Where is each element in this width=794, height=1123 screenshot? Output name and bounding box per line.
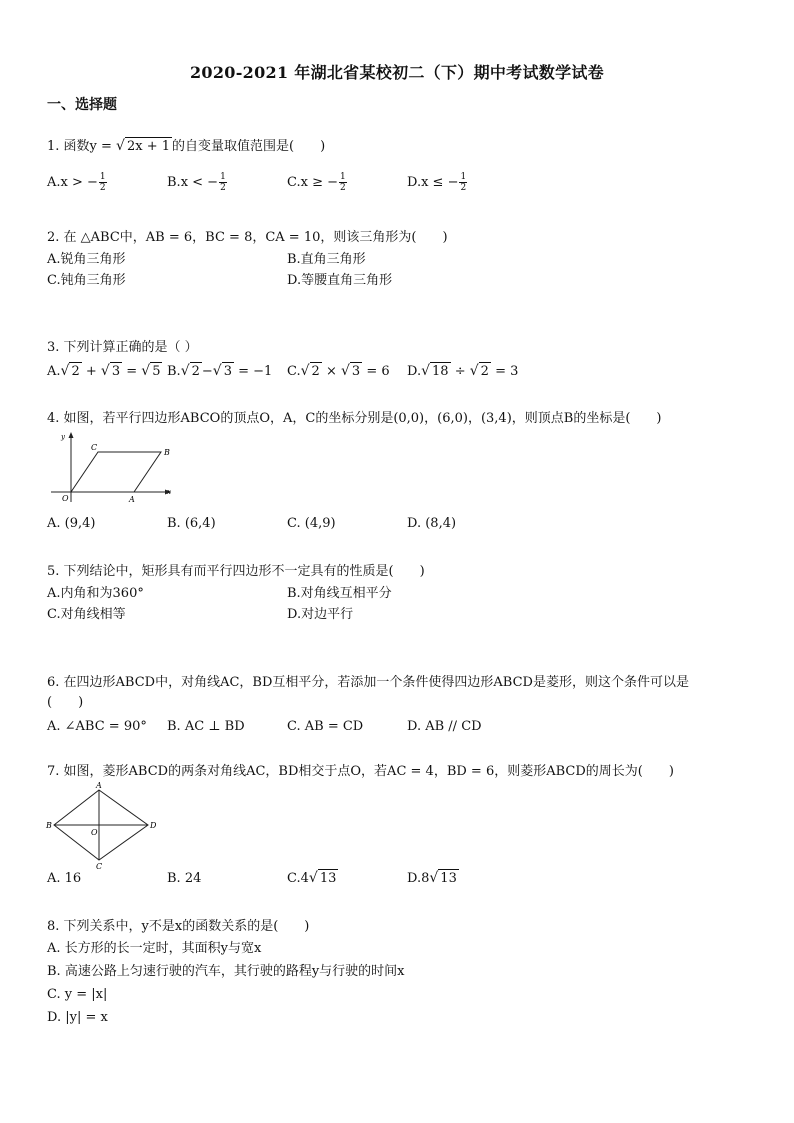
section-heading: 一、选择题 — [47, 97, 117, 113]
question-4-option-b: B. (6,4) — [167, 516, 216, 531]
rhombus-figure — [44, 780, 160, 870]
question-4-option-d: D. (8,4) — [407, 516, 457, 531]
question-6-option-c: C. AB = CD — [287, 719, 364, 734]
question-2-option-c: C.钝角三角形 — [47, 273, 126, 288]
question-5-option-a: A.内角和为360° — [47, 586, 144, 601]
question-2-stem: 2. 在 △ABC中，AB = 6，BC = 8，CA = 10，则该三角形为( ) — [47, 230, 448, 245]
question-8-option-b: B. 高速公路上匀速行驶的汽车，其行驶的路程y与行驶的时间x — [47, 964, 405, 979]
vertex-b-label: B — [46, 821, 52, 830]
question-3-option-d: D. √ 18 ÷ √ 2 = 3 — [407, 363, 519, 379]
question-7-option-b: B. 24 — [167, 871, 202, 886]
question-1-option-d: D.x ≤ − $\frac{1}{2}$ — [407, 172, 467, 193]
question-2-option-b: B.直角三角形 — [287, 252, 366, 267]
question-6-stem-line-1: 6. 在四边形ABCD中，对角线AC，BD互相平分，若添加一个条件使得四边形ABCD是菱形，则这个条件可以是 — [47, 675, 689, 690]
question-1-option-a: A.x > − $\frac{1}{2}$ — [47, 172, 106, 193]
question-7-option-c: C.4 √ 13 — [287, 870, 337, 886]
y-axis-arrow — [69, 432, 74, 438]
question-6-option-d: D. AB // CD — [407, 719, 482, 734]
question-5-option-b: B.对角线互相平分 — [287, 586, 392, 601]
question-3-option-c: C. √ 2 × √ 3 = 6 — [287, 363, 390, 379]
question-4-option-c: C. (4,9) — [287, 516, 336, 531]
y-axis-label: y — [61, 433, 65, 441]
question-4-option-a: A. (9,4) — [47, 516, 96, 531]
question-1-option-c: C.x ≥ − $\frac{1}{2}$ — [287, 172, 346, 193]
question-5-option-c: C.对角线相等 — [47, 607, 126, 622]
question-1-stem: 1. 函数y = √ 2x + 1 的自变量取值范围是( ) — [47, 138, 326, 154]
question-3-option-a: A. √ 2 + √ 3 = √ 5 — [47, 363, 161, 379]
sqrt-expression: √ 2x + 1 — [116, 138, 170, 154]
vertex-a-label: A — [129, 495, 135, 504]
question-5-stem: 5. 下列结论中，矩形具有而平行四边形不一定具有的性质是( ) — [47, 564, 425, 579]
center-o-label: O — [91, 828, 98, 837]
page-title: 2020-2021 年湖北省某校初二（下）期中考试数学试卷 — [190, 63, 604, 82]
vertex-a-label: A — [96, 781, 102, 790]
vertex-b-label: B — [164, 448, 170, 457]
vertex-d-label: D — [150, 821, 157, 830]
question-2-option-a: A.锐角三角形 — [47, 252, 126, 267]
question-2-option-d: D.等腰直角三角形 — [287, 273, 393, 288]
question-8-option-c: C. y = |x| — [47, 987, 108, 1002]
question-7-stem: 7. 如图，菱形ABCD的两条对角线AC，BD相交于点O，若AC = 4，BD = 6，则菱形ABCD的周长为( ) — [47, 764, 674, 779]
question-1-option-b: B.x < − $\frac{1}{2}$ — [167, 172, 226, 193]
parallelogram-shape — [71, 452, 161, 492]
question-6-option-b: B. AC ⊥ BD — [167, 719, 245, 734]
question-8-stem: 8. 下列关系中，y不是x的函数关系的是( ) — [47, 919, 310, 934]
question-3-option-b: B. √ 2 − √ 3 = −1 — [167, 363, 273, 379]
question-8-option-d: D. |y| = x — [47, 1010, 108, 1025]
x-axis-label: x — [167, 488, 171, 496]
vertex-c-label: C — [96, 862, 103, 870]
question-4-stem: 4. 如图，若平行四边形ABCO的顶点O，A，C的坐标分别是(0,0)，(6,0)，(3,4)，则顶点B的坐标是( ) — [47, 411, 662, 426]
vertex-c-label: C — [91, 443, 98, 452]
question-3-stem: 3. 下列计算正确的是（ ） — [47, 340, 198, 355]
question-7-option-d: D.8 √ 13 — [407, 870, 457, 886]
question-6-stem-line-2: ( ) — [47, 695, 84, 710]
question-7-option-a: A. 16 — [47, 871, 82, 886]
question-8-option-a: A. 长方形的长一定时，其面积y与宽x — [47, 941, 262, 956]
question-5-option-d: D.对边平行 — [287, 607, 354, 622]
question-6-option-a: A. ∠ABC = 90° — [47, 719, 147, 734]
parallelogram-figure — [47, 428, 177, 504]
vertex-o-label: O — [62, 494, 69, 503]
